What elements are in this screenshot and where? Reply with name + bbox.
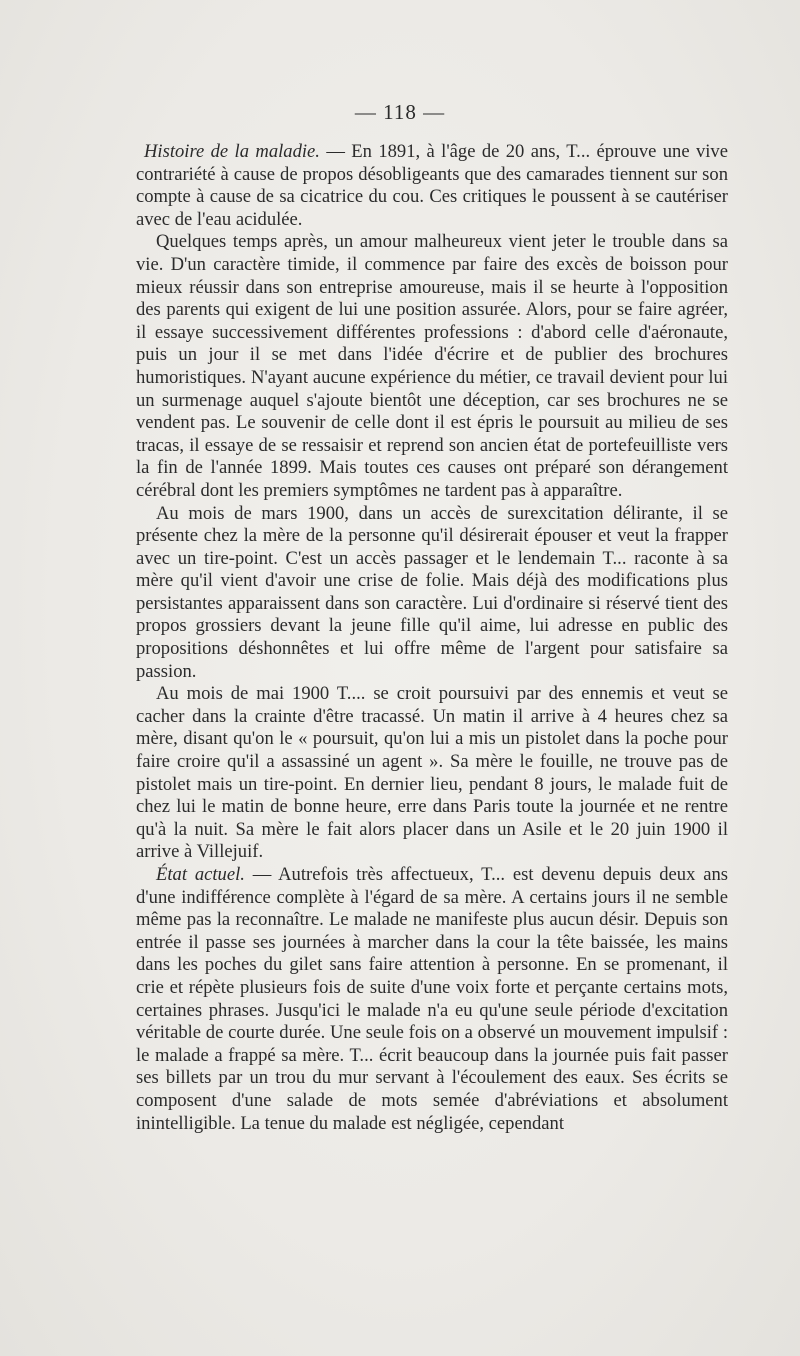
paragraph-love-affair xyxy=(136,231,728,502)
section-heading-current-state: État actuel. xyxy=(156,864,245,885)
body-text xyxy=(136,141,728,1135)
paragraph-history xyxy=(136,141,728,231)
paragraph-text: — En 1891, à l'âge de 20 ans, T... éprouve une vive contrariété à cause de propos désobligeants que des camarades tiennent sur son compte à cause de sa cicatrice du cou. Ces critiques le poussent à se cautériser avec de l'eau acidulée. xyxy=(136,141,728,230)
paragraph-text: — Autrefois très affectueux, T... est devenu depuis deux ans d'une indifférence complète à l'égard de sa mère. A certains jours il ne semble même pas la reconnaître. Le malade ne manifeste plus aucun désir. Depuis son entrée il passe ses journées à marcher dans la cour la tête baissée, les mains dans les poches du gilet sans faire attention à personne. En se promenant, il crie et répète plusieurs fois de suite d'une voix forte et perçante certains mots, certaines phrases. Jusqu'ici le malade n'a eu qu'une seule période d'excitation véritable de courte durée. Une seule fois on a observé un mouvement impulsif : le malade a frappé sa mère. T... écrit beaucoup dans la journée puis fait passer ses billets par un trou du mur servant à l'écoulement des eaux. Ses écrits se composent d'une salade de mots semée d'abréviations et absolument inintelligible. La tenue du malade est négligée, cependant xyxy=(136,864,729,1134)
paragraph-march-1900 xyxy=(136,503,728,684)
paragraph-may-1900 xyxy=(136,683,728,864)
paragraph-text: Au mois de mai 1900 T.... se croit poursuivi par des ennemis et veut se cacher dans la crainte d'être tracassé. Un matin il arrive à 4 heures chez sa mère, disant qu'on le « poursuit, qu'on lui a mis un pistolet dans la poche pour faire croire qu'il a assassiné un agent ». Sa mère le fouille, ne trouve pas de pistolet mais un tire-point. En dernier lieu, pendant 8 jours, le malade fuit de chez lui le matin de bonne heure, erre dans Paris toute la journée et ne rentre qu'à la nuit. Sa mère le fait alors placer dans un Asile et le 20 juin 1900 il arrive à Villejuif. xyxy=(136,683,728,863)
section-heading-history: Histoire de la maladie. xyxy=(144,141,320,162)
paragraph-text: Quelques temps après, un amour malheureux vient jeter le trouble dans sa vie. D'un caractère timide, il commence par faire des excès de boisson pour mieux réussir dans son entreprise amoureuse, mais il se heurte à l'opposition des parents qui exigent de lui une position assurée. Alors, pour se faire agréer, il essaye successivement différentes professions : d'abord celle d'aéronaute, puis un jour il se met dans l'idée d'écrire et de publier des brochures humoristiques. N'ayant aucune expérience du métier, ce travail devient pour lui un surmenage auquel s'ajoute bientôt une déception, car ses brochures ne se vendent pas. Le souvenir de celle dont il est épris le poursuit au milieu de ses tracas, il essaye de se ressaisir et reprend son ancien état de portefeuilliste vers la fin de l'année 1899. Mais toutes ces causes ont préparé son dérangement cérébral dont les premiers symptômes ne tardent pas à apparaître. xyxy=(136,231,728,501)
paragraph-current-state xyxy=(136,864,728,1135)
page-number: — 118 — xyxy=(354,100,446,124)
paragraph-text: Au mois de mars 1900, dans un accès de surexcitation délirante, il se présente chez la mère de la personne qu'il désirerait épouser et veut la frapper avec un tire-point. C'est un accès passager et le lendemain T... raconte à sa mère qu'il vient d'avoir une crise de folie. Mais déjà des modifications plus persistantes apparaissent dans son caractère. Lui d'ordinaire si réservé tient des propos grossiers devant la jeune fille qu'il aime, lui adresse en public des propositions déshonnêtes et lui offre même de l'argent pour satisfaire sa passion. xyxy=(136,502,728,682)
